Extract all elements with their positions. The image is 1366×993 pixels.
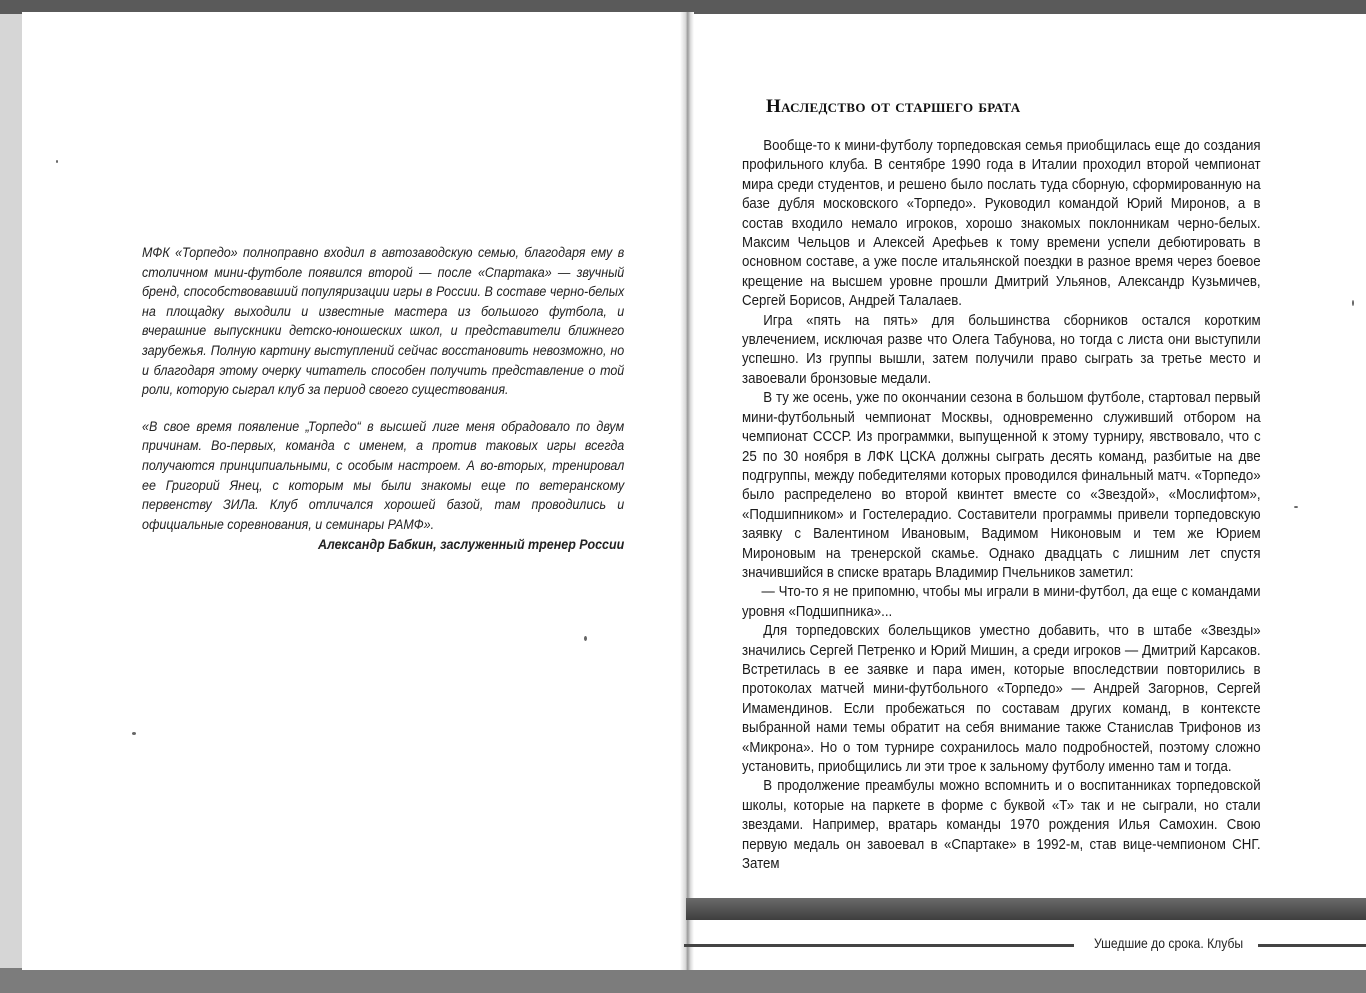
quote-author: Александр Бабкин, заслуженный тренер России [318,537,625,554]
footer-dark-bar [686,898,1366,920]
article-body [742,136,1261,873]
scan-left-edge [0,14,24,968]
article-title: Наследство от старшего брата [766,96,1021,117]
article-paragraph: Игра «пять на пять» для большинства сборников остался коротким увлечением, исключая разве что Олега Табунова, но тогда с листа они выступили успешно. Из группы вышли, затем получили право сыграть за третье место и завоевали бронзовые медали. [742,311,1261,387]
scan-bottom-edge [0,968,1366,993]
running-footer: Ушедшие до срока. Клубы [1094,936,1244,951]
article-paragraph: В ту же осень, уже по окончании сезона в большом футболе, стартовал первый мини-футбольный чемпионат Москвы, одновременно служивший отбором на чемпионат СССР. Из программки, выпущенной к этому турниру, явствовало, что с 25 по 30 ноября в ЛФК ЦСКА должны сыграть десять команд, разбитые на две подгруппы, между победителями которых проводился финальный матч. «Торпедо» было распределено во второй квинтет вместе со «Звездой», «Мослифтом», «Подшипником» и Гостелерадио. Составители программы привели торпедовскую заявку с Валентином Ивановым, Вадимом Никоновым и тем же Юрием Мироновым на тренерской скамье. Однако двадцать с лишним лет спустя значившийся в списке вратарь Владимир Пчельников заметил: [742,389,1261,581]
footer-rule-left [684,944,1074,947]
book-gutter [680,12,694,970]
left-quote-block [142,244,624,573]
scan-speck [132,732,136,735]
article-paragraph: Вообще-то к мини-футболу торпедовская семья приобщилась еще до создания профильного клуба. В сентябре 1990 года в Италии проходил второй чемпионат мира среди студентов, и решено было послать туда сборную, сформированную на базе дубля московского «Торпедо». Руководил командой Юрий Миронов, а в состав входило немало игроков, хорошо знакомых поклонникам черно-белых. Максим Чельцов и Алексей Арефьев к тому времени успели дебютировать в основном составе, а уже после итальянской поездки в разное время через боевое крещение на высшем уровне прошли Дмитрий Ульянов, Александр Кузьмичев, Сергей Борисов, Андрей Талалаев. [742,137,1261,310]
scan-speck [1352,300,1354,306]
article-paragraph: В продолжение преамбулы можно вспомнить и о воспитанниках торпедовской школы, которые на паркете в форме с буквой «Т» так и не сыграли, но стали звездами. Например, вратарь команды 1970 рождения Илья Самохин. Свою первую медаль он завоевал в «Спартаке» в 1992-м, став вице-чемпионом СНГ. Затем [742,777,1261,873]
scan-speck [56,160,58,163]
scan-speck [1294,506,1298,508]
scan-speck [584,636,587,641]
article-quote-line: — Что-то я не припомню, чтобы мы играли в мини-футбол, да еще с командами уровня «Подшипника»... [742,583,1261,620]
quote-paragraph: «В свое время появление „Торпедо“ в высшей лиге меня обрадовало по двум причинам. Во-первых, команда с именем, а против таковых игры всегда получаются принципиальными, с особым настроем. А во-вторых, тренировал ее Григорий Янец, с которым мы были знакомы еще по ветеранскому первенству ЗИЛа. Клуб отличался хорошей базой, там проводились и официальные соревнования, и семинары РАМФ». [142,418,625,533]
footer-rule-right [1258,944,1366,947]
intro-paragraph: МФК «Торпедо» полноправно входил в автозаводскую семью, благодаря ему в столичном мини-футболе появился второй — после «Спартака» — звучный бренд, способствовавший популяризации игры в России. В составе черно-белых на площадку выходили и известные мастера из большого футбола, и вчерашние выпускники детско-юношеских школ, и представители ближнего зарубежья. Полную картину выступлений сейчас восстановить невозможно, но и благодаря этому очерку читатель способен получить представление о той роли, которую сыграл клуб за период своего существования. [142,245,625,399]
article-paragraph: Для торпедовских болельщиков уместно добавить, что в штабе «Звезды» значились Сергей Петренко и Юрий Мишин, а среди игроков — Дмитрий Карсаков. Встретилась в ее заявке и пара имен, которые впоследствии повторились в протоколах матчей мини-футбольного «Торпедо» — Андрей Загорнов, Сергей Имамендинов. Если пробежаться по составам других команд, в контексте выбранной нами темы обратит на себя внимание также Станислав Трифонов из «Микрона». Но о том турнире сохранилось мало подробностей, поэтому сложно установить, приобщились ли эти трое к зальному футболу именно там и тогда. [742,622,1261,775]
